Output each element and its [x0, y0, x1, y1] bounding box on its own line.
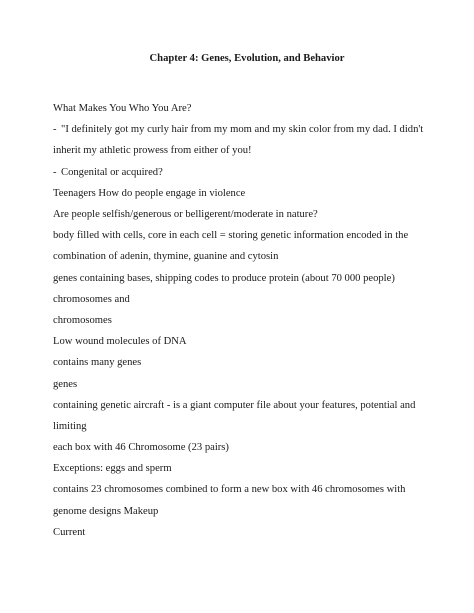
body-line: What Makes You Who You Are?: [53, 103, 192, 114]
bullet-text: Congenital or acquired?: [61, 166, 163, 178]
body-line: contains many genes: [53, 357, 142, 369]
body-line: each box with 46 Chromosome (23 pairs): [53, 442, 229, 454]
page-title-text: Chapter 4: Genes, Evolution, and Behavior: [149, 53, 345, 64]
bullet-text: "I definitely got my curly hair from my mom and my skin color from my dad. I didn't inherit my athletic prowess from either of you!: [53, 124, 424, 157]
bullet-marker: -: [53, 166, 57, 178]
body-line: Low wound molecules of DNA: [53, 336, 187, 348]
body-line: body filled with cells, core in each cell = storing genetic information encoded in the combination of adenin, thymine, guanine and cytosin: [53, 230, 409, 263]
body-line: chromosomes and: [53, 293, 130, 305]
body-line: genes containing bases, shipping codes to produce protein (about 70 000 people): [53, 272, 395, 284]
body-line: chromosomes: [53, 314, 112, 326]
bullet-line: [53, 162, 433, 183]
body-line: Current: [53, 526, 86, 538]
body-line: Teenagers How do people engage in violence: [53, 187, 246, 199]
bullet-marker: -: [53, 124, 57, 136]
body-line: genes: [53, 378, 78, 390]
body-line: containing genetic aircraft - is a giant computer file about your features, potential and limiting: [53, 399, 416, 432]
body-line: Are people selfish/generous or belligerent/moderate in nature?: [53, 208, 318, 220]
page-title: [0, 53, 404, 64]
document-body: [53, 98, 433, 543]
bullet-line: [53, 119, 433, 161]
body-line: Exceptions: eggs and sperm: [53, 463, 172, 475]
body-line: contains 23 chromosomes combined to form a new box with 46 chromosomes with genome designs Makeup: [53, 484, 406, 517]
